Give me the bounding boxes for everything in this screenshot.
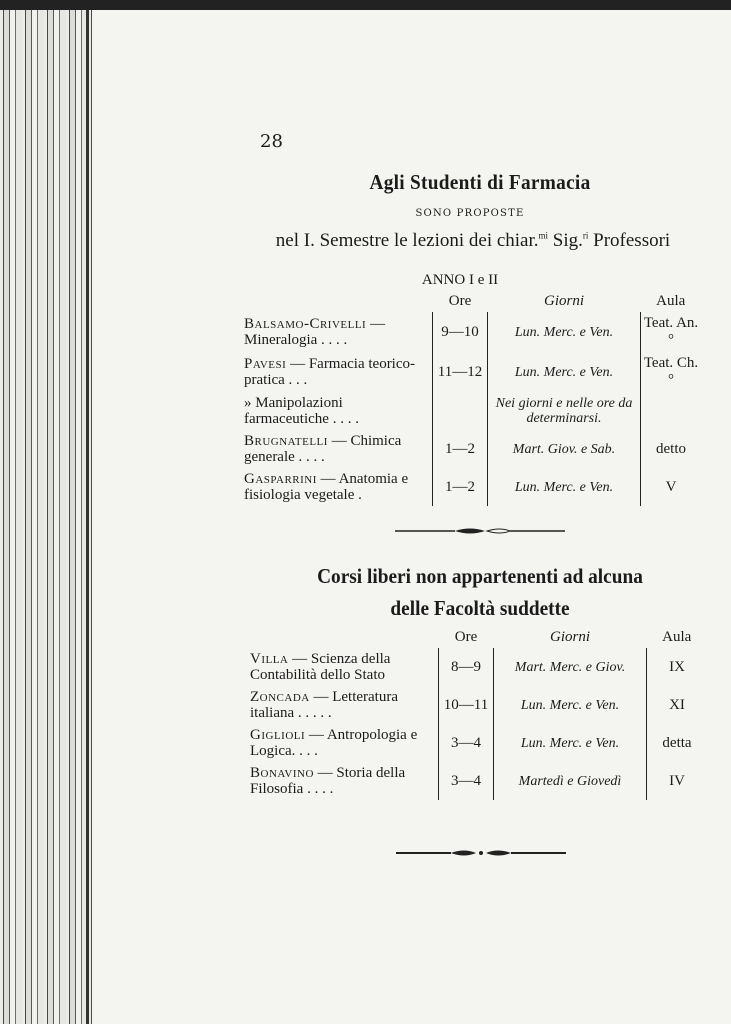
professor-name: Villa (250, 651, 289, 667)
book-binding-edge (0, 10, 92, 1024)
professor-name: Pavesi (244, 356, 287, 372)
ornamental-divider (396, 848, 566, 858)
course-room: detto (656, 440, 686, 457)
table-row (250, 648, 707, 686)
table-row (244, 312, 701, 352)
course-subject: Manipolazioni farmaceutiche . . . . (244, 395, 359, 427)
course-hours: 10—11 (439, 686, 494, 724)
ornamental-divider (395, 526, 565, 536)
professor-name: Giglioli (250, 727, 306, 743)
table-row (244, 468, 701, 506)
course-days: Lun. Merc. e Ven. (488, 352, 641, 392)
table-row (250, 762, 707, 800)
course-subject: — Letteratura italiana . . . . . (250, 689, 399, 721)
course-room: IV (669, 772, 685, 789)
binding-shadow (86, 10, 89, 1024)
course-room: IX (669, 658, 685, 675)
professor-name: Gasparrini (244, 471, 317, 487)
course-hours: 3—4 (439, 762, 494, 800)
course-room: V (665, 478, 677, 495)
course-subject: — Anatomia e fisiologia vegetale . (244, 471, 409, 503)
pharmacy-course-table (244, 290, 701, 506)
course-room: Teat. An.° (643, 315, 699, 348)
course-hours (433, 392, 488, 430)
course-subject: — Mineralogia . . . . (244, 316, 385, 348)
free-course-table (250, 626, 707, 800)
course-days: Lun. Merc. e Ven. (488, 468, 641, 506)
course-room (641, 392, 702, 430)
table-row (244, 430, 701, 468)
table-row (244, 392, 701, 430)
professor-name: Bonavino (250, 765, 314, 781)
course-hours: 1—2 (433, 430, 488, 468)
top-edge-band (0, 0, 731, 10)
table-row (244, 352, 701, 392)
professor-name: Brugnatelli (244, 433, 328, 449)
course-room: Teat. Ch.° (643, 355, 699, 388)
course-subject: — Scienza della Contabilità dello Stato (250, 651, 391, 683)
table-header-row (250, 626, 707, 648)
column-header-aula: Aula (656, 292, 686, 309)
course-hours: 9—10 (433, 312, 488, 352)
course-days: Lun. Merc. e Ven. (494, 724, 647, 762)
course-hours: 3—4 (439, 724, 494, 762)
year-heading: ANNO I e II (421, 272, 499, 288)
course-hours: 1—2 (433, 468, 488, 506)
column-header-ore: Ore (448, 292, 472, 309)
course-days: Lun. Merc. e Ven. (494, 686, 647, 724)
section-title: Agli Studenti di Farmacia (369, 170, 591, 194)
course-room: XI (669, 696, 685, 713)
course-subject: — Chimica generale . . . . (244, 433, 402, 465)
course-days: Lun. Merc. e Ven. (488, 312, 641, 352)
ditto-mark: » (244, 395, 252, 411)
table-row (250, 724, 707, 762)
course-subject: — Storia della Filosofia . . . . (250, 765, 406, 797)
course-room: detta (662, 734, 692, 751)
course-days: Mart. Giov. e Sab. (488, 430, 641, 468)
page-number: 28 (260, 131, 283, 152)
course-days: Nei giorni e nelle ore da determinarsi. (488, 392, 641, 430)
professor-name: Zoncada (250, 689, 310, 705)
table-header-row (244, 290, 701, 312)
section-subtitle: SONO PROPOSTE (415, 208, 525, 219)
free-courses-title: Corsi liberi non appartenenti ad alcuna delle Facoltà suddette (317, 564, 643, 620)
course-days: Martedì e Giovedì (494, 762, 647, 800)
column-header-aula: Aula (662, 628, 692, 645)
course-hours: 11—12 (433, 352, 488, 392)
course-hours: 8—9 (439, 648, 494, 686)
column-header-ore: Ore (454, 628, 478, 645)
semester-line: nel I. Semestre le lezioni dei chiar.$^{mi}$ Sig.$^{ri}$ Professori (275, 230, 671, 251)
column-header-giorni: Giorni (543, 292, 584, 309)
professor-name: Balsamo-Crivelli (244, 316, 367, 332)
column-header-giorni: Giorni (549, 628, 590, 645)
course-subject: — Antropologia e Logica. . . . (250, 727, 418, 759)
table-row (250, 686, 707, 724)
course-days: Mart. Merc. e Giov. (494, 648, 647, 686)
course-subject: — Farmacia teorico-pratica . . . (244, 356, 416, 388)
